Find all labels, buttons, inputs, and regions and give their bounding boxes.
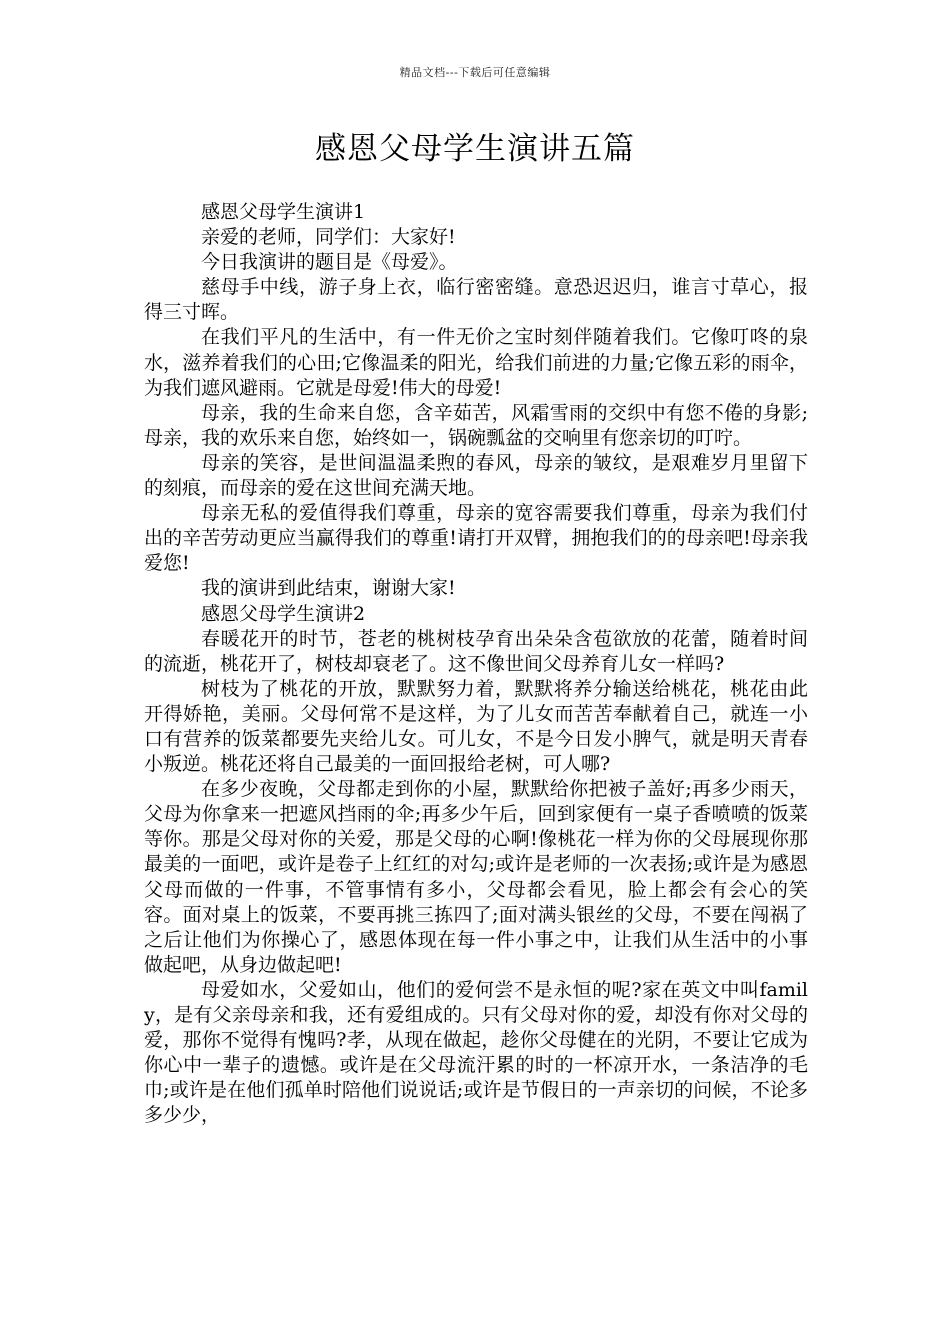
paragraph: 在我们平凡的生活中，有一件无价之宝时刻伴随着我们。它像叮咚的泉水，滋养着我们的心田;它像温柔的阳光，给我们前进的力量;它像五彩的雨伞，为我们遮风避雨。它就是母爱!伟大的母爱! [144, 326, 808, 399]
paragraph: 春暖花开的时节，苍老的桃树枝孕育出朵朵含苞欲放的花蕾，随着时间的流逝，桃花开了，树枝却衰老了。这不像世间父母养育儿女一样吗? [144, 627, 808, 675]
section-heading: 感恩父母学生演讲1 [201, 201, 366, 223]
header-note: 精品文档---下载后可任意编辑 [399, 66, 551, 79]
paragraph: 母亲的笑容，是世间温温柔煦的春风，母亲的皱纹，是艰难岁月里留下的刻痕，而母亲的爱在这世间充满天地。 [144, 451, 808, 500]
paragraph: 母亲，我的生命来自您，含辛茹苦，风霜雪雨的交织中有您不倦的身影;母亲，我的欢乐来自您，始终如一，锅碗瓢盆的交响里有您亲切的叮咛。 [144, 401, 808, 449]
paragraph: 慈母手中线，游子身上衣，临行密密缝。意恐迟迟归，谁言寸草心，报得三寸晖。 [144, 276, 808, 324]
paragraph: 母亲无私的爱值得我们尊重，母亲的宽容需要我们尊重，母亲为我们付出的辛苦劳动更应当赢得我们的尊重!请打开双臂，拥抱我们的的母亲吧!母亲我爱您! [144, 502, 808, 575]
paragraph: 我的演讲到此结束，谢谢大家! [201, 577, 456, 600]
paragraph: 今日我演讲的题目是《母爱》。 [201, 251, 458, 274]
section-heading: 感恩父母学生演讲2 [201, 602, 366, 625]
paragraph: 树枝为了桃花的开放，默默努力着，默默将养分输送给桃花，桃花由此开得娇艳，美丽。父母何常不是这样，为了儿女而苦苦奉献着自己，就连一小口有营养的饭菜都要先夹给儿女。可儿女，不是今日发小脾气，就是明天青春小叛逆。桃花还将自己最美的一面回报给老树，可人哪? [144, 677, 808, 776]
document-body [144, 200, 808, 1128]
paragraph: 在多少夜晚，父母都走到你的小屋，默默给你把被子盖好;再多少雨天，父母为你拿来一把遮风挡雨的伞;再多少午后，回到家便有一桌子香喷喷的饭菜等你。那是父母对你的关爱，那是父母的心啊!像桃花一样为你的父母展现你那最美的一面吧，或许是卷子上红红的对勾;或许是老师的一次表扬;或许是为感恩父母而做的一件事，不管事情有多小，父母都会看见，脸上都会有会心的笑容。面对桌上的饭菜，不要再挑三拣四了;面对满头银丝的父母，不要在闯祸了之后让他们为你操心了，感恩体现在每一件小事之中，让我们从生活中的小事做起吧，从身边做起吧! [144, 778, 808, 976]
paragraph: 母爱如水，父爱如山，他们的爱何尝不是永恒的呢?家在英文中叫family，是有父亲母亲和我，还有爱组成的。只有父母对你的爱，却没有你对父母的爱，那你不觉得有愧吗?孝，从现在做起，趁你父母健在的光阴，不要让它成为你心中一辈子的遗憾。或许是在父母流汗累的时的一杯凉开水，一条洁净的毛巾;或许是在他们孤单时陪他们说说话;或许是节假日的一声亲切的问候，不论多多少少， [144, 978, 808, 1127]
paragraph: 亲爱的老师，同学们：大家好! [201, 226, 456, 249]
document-title: 感恩父母学生演讲五篇 [315, 131, 635, 167]
